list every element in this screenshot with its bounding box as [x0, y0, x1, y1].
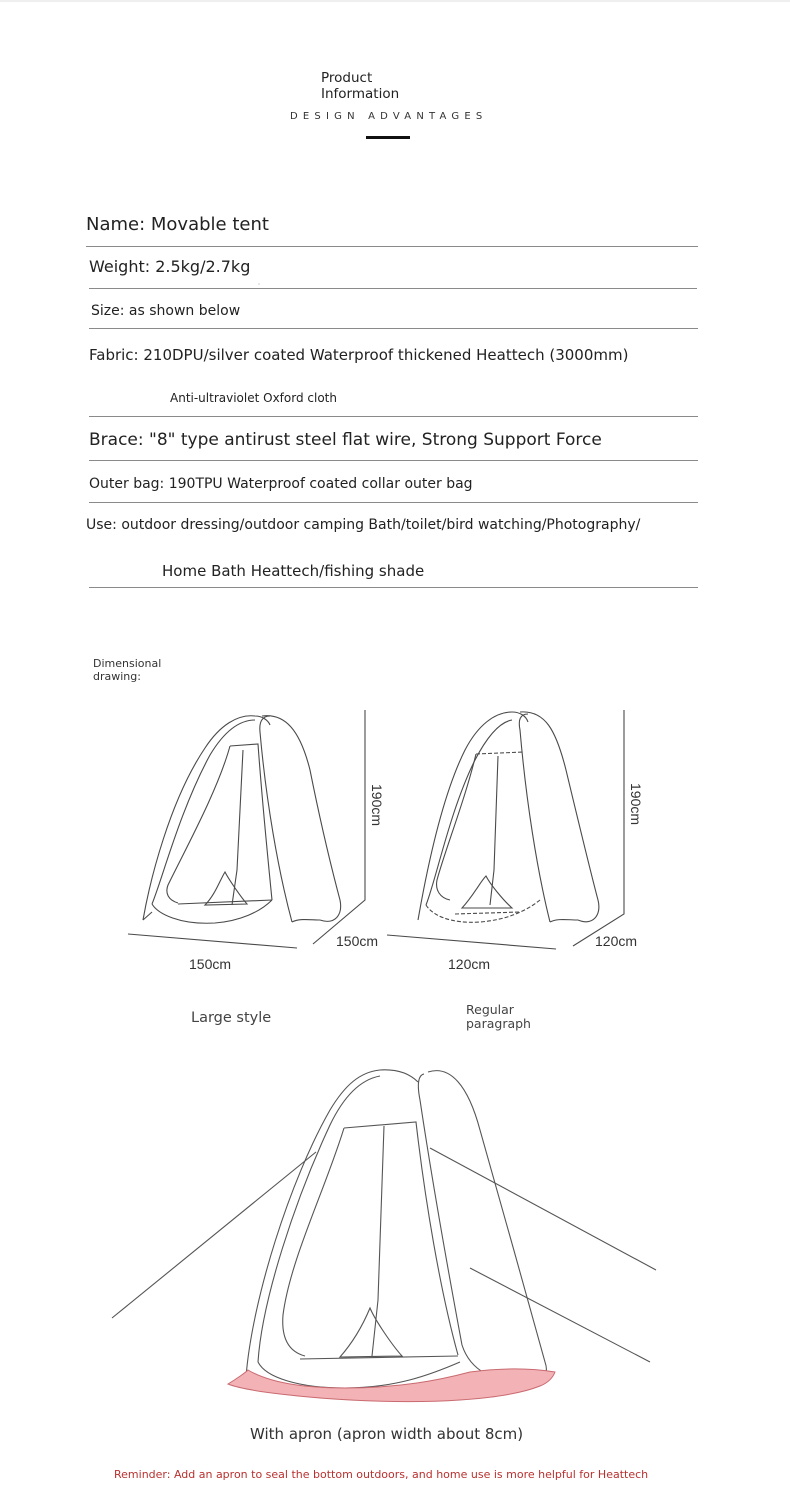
regular-depth-label: 120cm — [595, 933, 638, 949]
regular-tent-drawing — [387, 710, 624, 949]
large-height-label: 190cm — [369, 784, 385, 827]
section-subtitle: DESIGN ADVANTAGES — [290, 111, 488, 122]
section-title: Product Information — [321, 70, 400, 102]
apron-caption: With apron (apron width about 8cm) — [250, 1425, 524, 1443]
spec-fabric-continued: Anti-ultraviolet Oxford cloth — [170, 391, 337, 405]
regular-height-label: 190cm — [628, 783, 644, 826]
large-width-label: 150cm — [189, 956, 232, 972]
spec-use: Use: outdoor dressing/outdoor camping Bath/toilet/bird watching/Photography/ — [86, 517, 641, 533]
spec-outer-bag: Outer bag: 190TPU Waterproof coated collar outer bag — [89, 476, 473, 492]
spec-use-continued: Home Bath Heattech/fishing shade — [162, 562, 425, 580]
dimensional-drawing-label: Dimensional drawing: — [93, 657, 162, 683]
spec-size: Size: as shown below — [91, 303, 241, 319]
apron-tent-drawing — [112, 1070, 656, 1388]
apron-fill — [228, 1369, 555, 1402]
spec-fabric: Fabric: 210DPU/silver coated Waterproof thickened Heattech (3000mm) — [89, 346, 629, 364]
spec-brace: Brace: "8" type antirust steel flat wire, Strong Support Force — [89, 430, 602, 450]
large-depth-label: 150cm — [336, 933, 379, 949]
large-style-caption: Large style — [191, 1010, 272, 1026]
regular-width-label: 120cm — [448, 956, 491, 972]
reminder-note: Reminder: Add an apron to seal the bottom outdoors, and home use is more helpful for Heattech — [114, 1468, 649, 1481]
spec-name: Name: Movable tent — [86, 214, 269, 235]
regular-style-caption: Regular paragraph — [466, 1002, 531, 1031]
spec-weight: Weight: 2.5kg/2.7kg — [89, 257, 251, 276]
large-tent-drawing — [128, 710, 365, 948]
